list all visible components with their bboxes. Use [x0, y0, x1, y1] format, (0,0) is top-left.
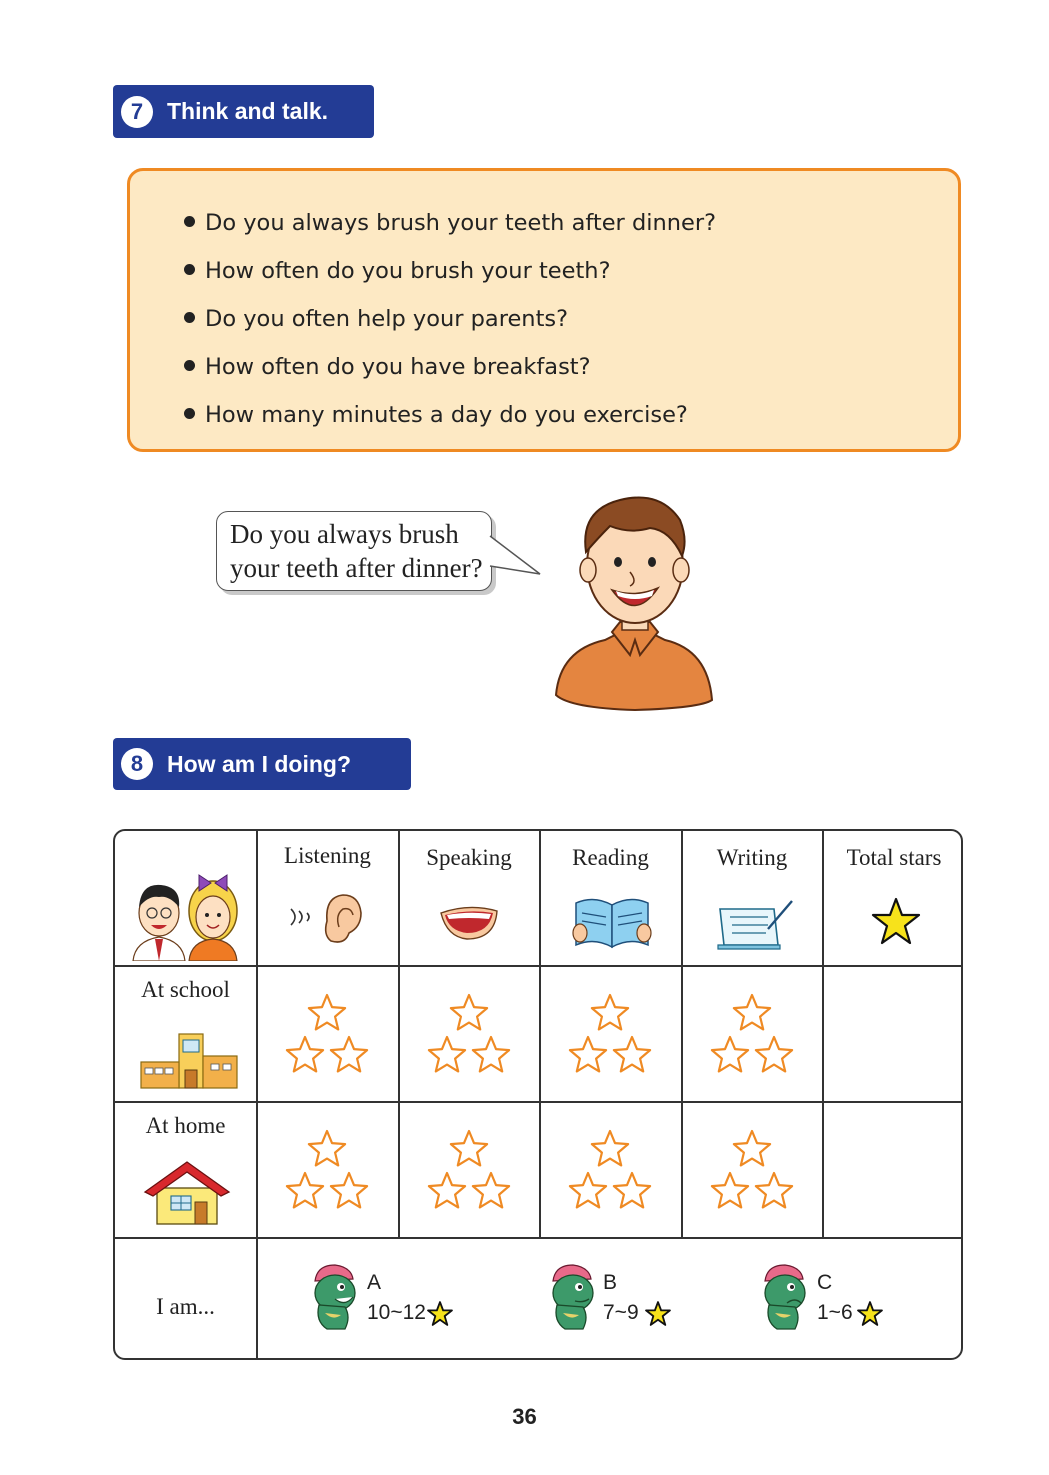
question-item: How many minutes a day do you exercise? — [184, 391, 958, 439]
question-list — [130, 171, 958, 439]
bullet-icon — [184, 264, 195, 275]
empty-star-icon[interactable] — [287, 1173, 323, 1207]
empty-star-icon[interactable] — [592, 995, 628, 1029]
header-label: Total stars — [846, 845, 942, 870]
empty-star-icon[interactable] — [756, 1037, 792, 1071]
question-item: Do you always brush your teeth after dinner? — [184, 199, 958, 247]
header-label: Speaking — [426, 845, 512, 870]
empty-star-icon[interactable] — [734, 1131, 770, 1165]
grade-a — [305, 1261, 475, 1341]
section-7-header — [113, 85, 374, 138]
bullet-icon — [184, 216, 195, 227]
bubble-tail — [488, 530, 548, 580]
empty-star-icon[interactable] — [570, 1037, 606, 1071]
empty-star-icon[interactable] — [473, 1037, 509, 1071]
section-8-title: How am I doing? — [167, 750, 351, 777]
grade-b — [543, 1261, 693, 1341]
empty-star-icon[interactable] — [614, 1173, 650, 1207]
empty-star-icon[interactable] — [331, 1173, 367, 1207]
dinosaur-icon — [305, 1261, 363, 1331]
empty-star-icon[interactable] — [473, 1173, 509, 1207]
bullet-icon — [184, 360, 195, 371]
empty-star-icon[interactable] — [451, 1131, 487, 1165]
empty-star-icon[interactable] — [614, 1037, 650, 1071]
empty-star-icon[interactable] — [570, 1173, 606, 1207]
row-i-am — [115, 1238, 256, 1360]
speech-bubble — [216, 511, 492, 591]
header-label: Writing — [716, 845, 788, 870]
grade-range: 10~12 — [367, 1301, 426, 1324]
grade-letter: A — [367, 1271, 382, 1294]
question-item: How often do you have breakfast? — [184, 343, 958, 391]
empty-star-icon[interactable] — [592, 1131, 628, 1165]
section-8-header — [113, 738, 411, 790]
empty-star-icon[interactable] — [712, 1173, 748, 1207]
empty-star-icon[interactable] — [429, 1037, 465, 1071]
section-7-number: 7 — [121, 96, 153, 128]
grade-letter: C — [817, 1271, 833, 1294]
empty-star-icon[interactable] — [712, 1037, 748, 1071]
bubble-line-1: Do you always brush — [230, 519, 459, 549]
boy-illustration — [550, 490, 720, 715]
bubble-line-2: your teeth after dinner? — [230, 553, 483, 583]
grade-letter: B — [603, 1271, 618, 1294]
question-item: Do you often help your parents? — [184, 295, 958, 343]
empty-star-icon[interactable] — [734, 995, 770, 1029]
star-icon — [427, 1301, 453, 1326]
star-icon — [857, 1301, 883, 1326]
grade-range: 7~9 — [603, 1301, 639, 1324]
section-7-title: Think and talk. — [167, 98, 329, 124]
self-assessment-table — [113, 829, 963, 1360]
row-label: At home — [145, 1113, 226, 1138]
empty-star-icon[interactable] — [287, 1037, 323, 1071]
page-number: 36 — [512, 1404, 537, 1429]
header-label: Listening — [284, 843, 371, 868]
empty-star-icon[interactable] — [309, 1131, 345, 1165]
dinosaur-icon — [755, 1261, 813, 1331]
grade-c — [755, 1261, 905, 1341]
section-8-number: 8 — [121, 748, 153, 780]
star-icon — [645, 1301, 671, 1326]
bullet-icon — [184, 312, 195, 323]
empty-star-icon[interactable] — [331, 1037, 367, 1071]
grade-range: 1~6 — [817, 1301, 853, 1324]
row-label: At school — [141, 977, 230, 1002]
empty-star-icon[interactable] — [309, 995, 345, 1029]
question-item: How often do you brush your teeth? — [184, 247, 958, 295]
empty-star-icon[interactable] — [429, 1173, 465, 1207]
empty-star-icon[interactable] — [451, 995, 487, 1029]
row-label: I am... — [156, 1294, 215, 1319]
dinosaur-icon — [543, 1261, 601, 1331]
bullet-icon — [184, 408, 195, 419]
empty-star-icon[interactable] — [756, 1173, 792, 1207]
header-label: Reading — [572, 845, 649, 870]
question-box — [127, 168, 961, 452]
